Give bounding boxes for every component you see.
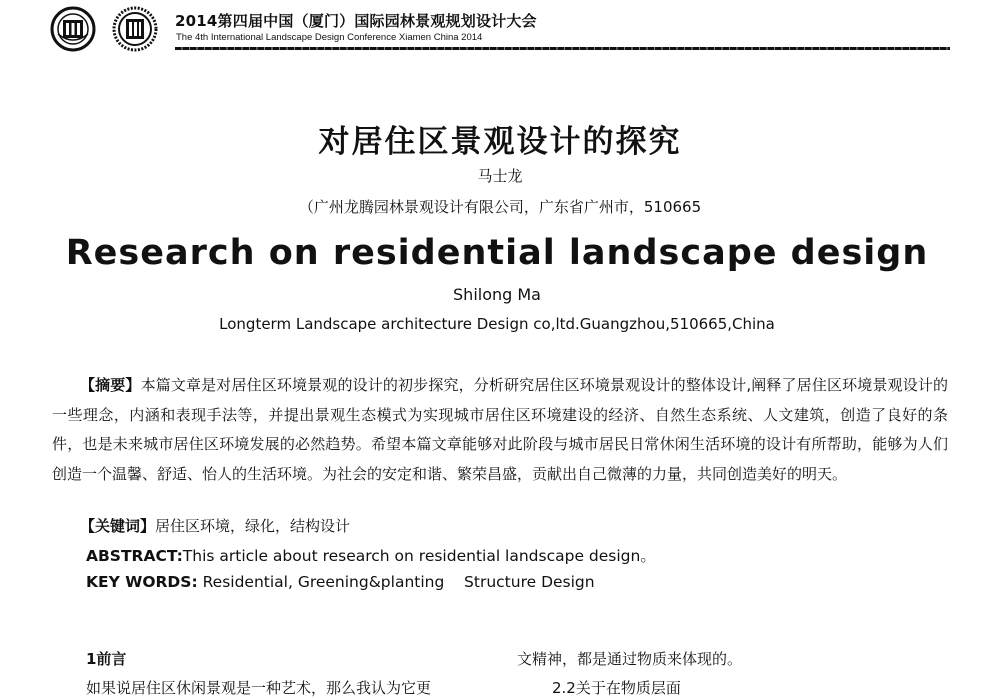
author-name-cn: 马士龙 bbox=[477, 167, 523, 185]
paper-title-en: Research on residential landscape design bbox=[65, 233, 929, 273]
conference-title-en: The 4th International Landscape Design Conference Xiamen China 2014 bbox=[176, 32, 483, 43]
affiliation-cn: （广州龙腾园林景观设计有限公司，广东省广州市，510665 bbox=[298, 198, 702, 216]
conference-logo-icon bbox=[50, 6, 96, 52]
author-name-en: Shilong Ma bbox=[453, 285, 541, 304]
keywords-en bbox=[86, 573, 595, 591]
body-left-column-text: 如果说居住区休闲景观是一种艺术，那么我认为它更 bbox=[86, 679, 432, 697]
conference-seal-icon bbox=[112, 6, 158, 52]
abstract-en-text: This article about research on residential landscape design。 bbox=[182, 547, 656, 565]
abstract-cn bbox=[52, 371, 948, 489]
section-heading-material-level: 2.2关于在物质层面 bbox=[552, 679, 681, 697]
keywords-cn-text: 居住区环境，绿化，结构设计 bbox=[155, 517, 351, 535]
keywords-cn bbox=[80, 515, 350, 536]
affiliation-en: Longterm Landscape architecture Design co,ltd.Guangzhou,510665,China bbox=[219, 315, 775, 333]
body-right-column-text: 文精神，都是通过物质来体现的。 bbox=[517, 650, 743, 668]
keywords-en-label: KEY WORDS: bbox=[86, 573, 198, 591]
abstract-en bbox=[86, 544, 656, 566]
abstract-cn-text: 本篇文章是对居住区环境景观的设计的初步探究，分析研究居住区环境景观设计的整体设计,阐释了居住区环境景观设计的一些理念，内涵和表现手法等，并提出景观生态模式为实现城市居住区环境建设的经济、自然生态系统、人文建筑，创造了良好的条件，也是未来城市居住区环境发展的必然趋势。希望本篇文章能够对此阶段与城市居民日常休闲生活环境的设计有所帮助，能够为人们创造一个温馨、舒适、怡人的生活环境。为社会的安定和谐、繁荣昌盛，贡献出自己微薄的力量，共同创造美好的明天。 bbox=[52, 376, 948, 483]
header-rule bbox=[175, 47, 950, 50]
abstract-en-label: ABSTRACT: bbox=[86, 547, 183, 565]
abstract-cn-label: 【摘要】 bbox=[80, 376, 141, 394]
conference-title-cn: 2014第四届中国（厦门）国际园林景观规划设计大会 bbox=[175, 12, 537, 30]
section-heading-introduction: 1前言 bbox=[86, 650, 127, 668]
keywords-cn-label: 【关键词】 bbox=[80, 517, 156, 535]
keywords-en-text: Residential, Greening&planting Structure Design bbox=[197, 573, 595, 591]
paper-title-cn: 对居住区景观设计的探究 bbox=[318, 124, 682, 160]
conference-header bbox=[50, 6, 950, 58]
